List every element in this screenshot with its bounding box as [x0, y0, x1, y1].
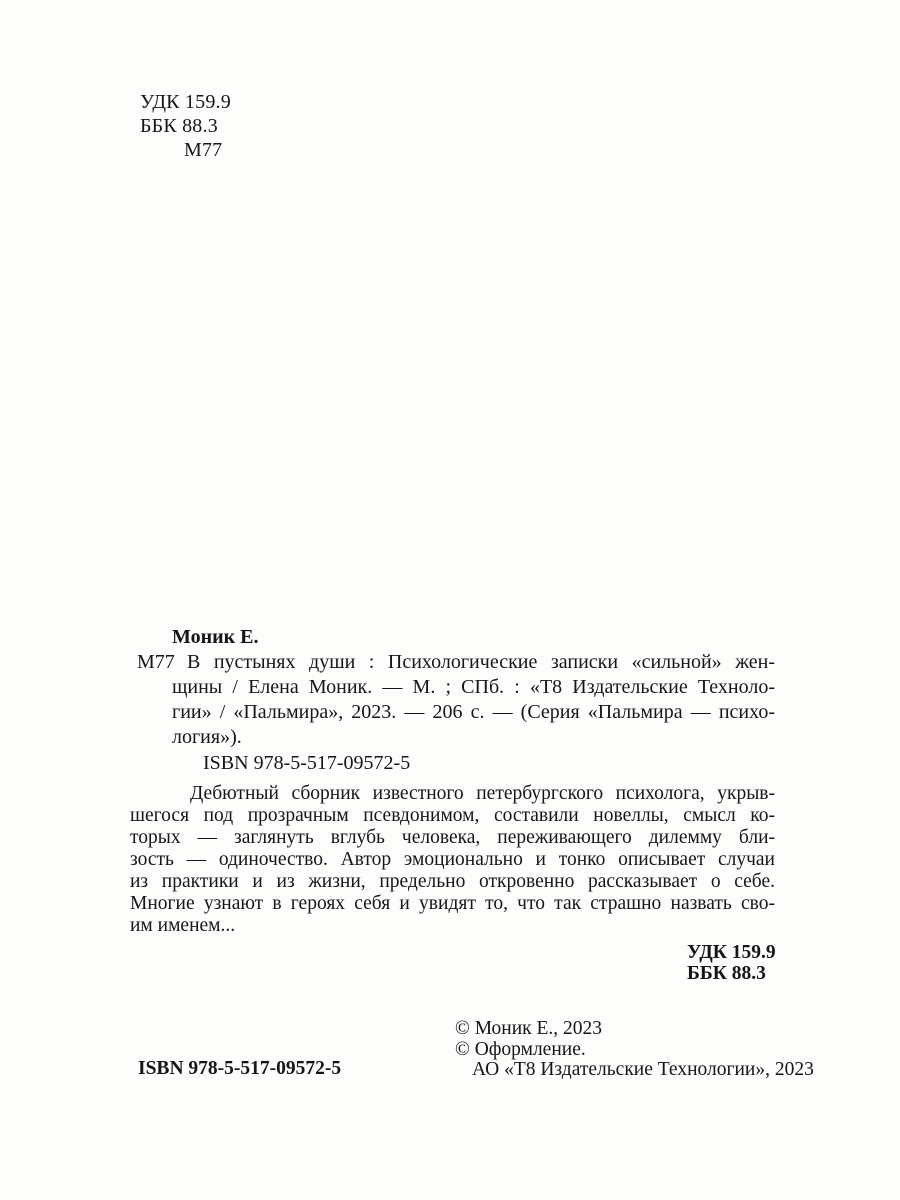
annotation-last-line: им именем... [130, 915, 236, 936]
isbn-footer: ISBN 978-5-517-09572-5 [138, 1058, 342, 1079]
hanging-author-code: М77 [137, 651, 175, 673]
classification-block-bottom [687, 942, 776, 984]
udk-number: УДК 159.9 [140, 91, 231, 113]
author-name: Моник Е. [172, 626, 259, 648]
bbk-number-bottom: ББК 88.3 [687, 963, 766, 984]
annotation-line: Дебютный сборник известного петербургского психолога, укрыв- [190, 783, 775, 804]
classification-block-top [140, 90, 231, 162]
copyright-block [455, 1019, 814, 1081]
bib-line: логия»). [172, 726, 242, 748]
bib-line: гии» / «Пальмира», 2023. — 206 с. — (Серия «Пальмира — психо- [172, 701, 775, 723]
annotation-line: шегося под прозрачным псевдонимом, составили новеллы, смысл ко- [130, 805, 775, 826]
copyright-author: © Моник Е., 2023 [455, 1018, 603, 1039]
bibliographic-record [137, 625, 775, 750]
bib-line [137, 650, 775, 675]
bbk-number: ББК 88.3 [140, 115, 218, 137]
udk-number-bottom: УДК 159.9 [687, 942, 776, 963]
isbn-record: ISBN 978-5-517-09572-5 [203, 752, 411, 774]
annotation-line: торых — заглянуть вглубь человека, переживающего дилемму бли- [130, 827, 775, 848]
copyright-publisher: АО «Т8 Издательские Технологии», 2023 [472, 1059, 814, 1080]
bib-line: щины / Елена Моник. — М. ; СПб. : «Т8 Издательские Техноло- [172, 676, 775, 698]
annotation-line: из практики и из жизни, предельно откровенно рассказывает о себе. [130, 871, 775, 892]
bib-line-text: В пустынях души : Психологические записки «сильной» жен- [187, 651, 775, 673]
annotation-line: Многие узнают в героях себя и увидят то, что так страшно назвать сво- [130, 893, 775, 914]
annotation-paragraph [130, 783, 775, 937]
copyright-design: © Оформление. [455, 1038, 586, 1060]
annotation-line: зость — одиночество. Автор эмоционально и тонко описывает случаи [130, 849, 775, 870]
author-sign-code: М77 [184, 139, 223, 161]
